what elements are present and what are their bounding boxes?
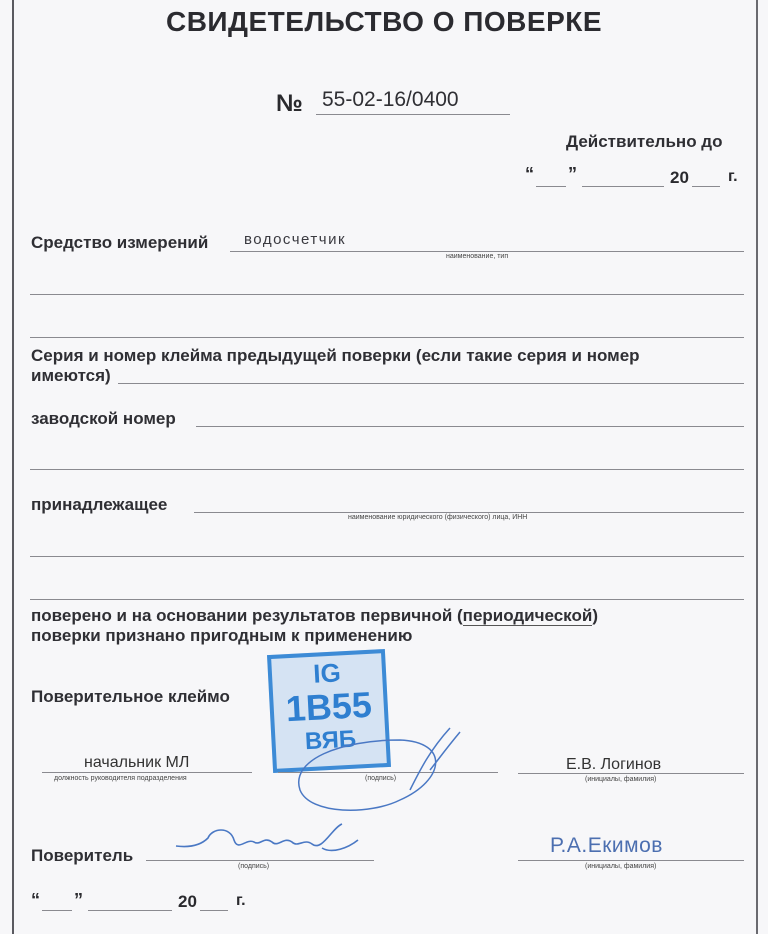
instrument-line — [230, 251, 744, 252]
verifier-name-line — [518, 860, 744, 861]
blank-line-1 — [30, 294, 744, 295]
instrument-value: водосчетчик — [244, 231, 347, 248]
head-position-line — [42, 772, 252, 773]
stamp-label: Поверительное клеймо — [31, 687, 230, 706]
owner-line — [194, 512, 744, 513]
valid-year-suffix: г. — [728, 168, 738, 185]
valid-day-line — [536, 186, 566, 187]
instrument-caption: наименование, тип — [446, 253, 509, 260]
blank-line-4 — [30, 556, 744, 557]
stamp-line2: 1B55 — [284, 683, 373, 730]
valid-until-label: Действительно до — [566, 132, 723, 151]
head-signature-caption: (подпись) — [365, 775, 397, 782]
valid-date-open-quote: “ — [525, 164, 534, 184]
serial-number-label: заводской номер — [31, 409, 176, 428]
verifier-signature-drawing — [172, 818, 362, 868]
series-line — [118, 383, 744, 384]
bottom-date-open-quote: “ — [31, 890, 40, 910]
head-name-caption: (инициалы, фамилия) — [585, 776, 657, 783]
valid-year-line — [692, 186, 720, 187]
right-border — [756, 0, 758, 934]
stamp-line1: IG — [312, 657, 342, 689]
result-line1 — [31, 606, 598, 626]
head-signature-drawing — [280, 720, 480, 820]
bottom-year-line — [200, 910, 228, 911]
stamp-line3: ВЯБ — [304, 725, 357, 756]
result-line1-a: поверено и на основании результатов первичной ( — [31, 606, 463, 625]
result-periodic: периодической — [462, 606, 593, 625]
bottom-year-prefix: 20 — [178, 892, 197, 911]
bottom-day-line — [42, 910, 72, 911]
number-underline — [316, 114, 510, 115]
valid-year-prefix: 20 — [670, 168, 689, 187]
valid-month-line — [582, 186, 664, 187]
verifier-label: Поверитель — [31, 846, 134, 865]
blank-line-5 — [30, 599, 744, 600]
head-position-value: начальник МЛ — [84, 754, 190, 771]
series-label-line2: имеются) — [31, 366, 111, 385]
certificate-number: 55-02-16/0400 — [322, 88, 459, 111]
blank-line-3 — [30, 469, 744, 470]
blank-line-2 — [30, 337, 744, 338]
bottom-month-line — [88, 910, 172, 911]
verifier-signature-caption: (подпись) — [238, 863, 270, 870]
result-line2: поверки признано пригодным к применению — [31, 626, 413, 645]
left-border — [12, 0, 14, 934]
owner-label: принадлежащее — [31, 495, 168, 514]
series-label-line1: Серия и номер клейма предыдущей поверки (если такие серия и номер — [31, 346, 640, 365]
head-name-line — [518, 773, 744, 774]
document-title: СВИДЕТЕЛЬСТВО О ПОВЕРКЕ — [165, 6, 603, 37]
head-position-caption: должность руководителя подразделения — [54, 775, 187, 782]
number-sign: № — [276, 90, 303, 117]
result-line1-c: ) — [592, 606, 598, 625]
serial-number-line — [196, 426, 744, 427]
bottom-year-suffix: г. — [236, 892, 246, 909]
head-name-value: Е.В. Логинов — [566, 756, 662, 773]
valid-date-close-quote: ” — [568, 164, 577, 184]
instrument-label: Средство измерений — [31, 233, 209, 252]
verifier-name-value: Р.А.Екимов — [550, 834, 663, 857]
owner-caption: наименование юридического (физического) лица, ИНН — [348, 514, 528, 521]
bottom-date-close-quote: ” — [74, 890, 83, 910]
verifier-name-caption: (инициалы, фамилия) — [585, 863, 657, 870]
